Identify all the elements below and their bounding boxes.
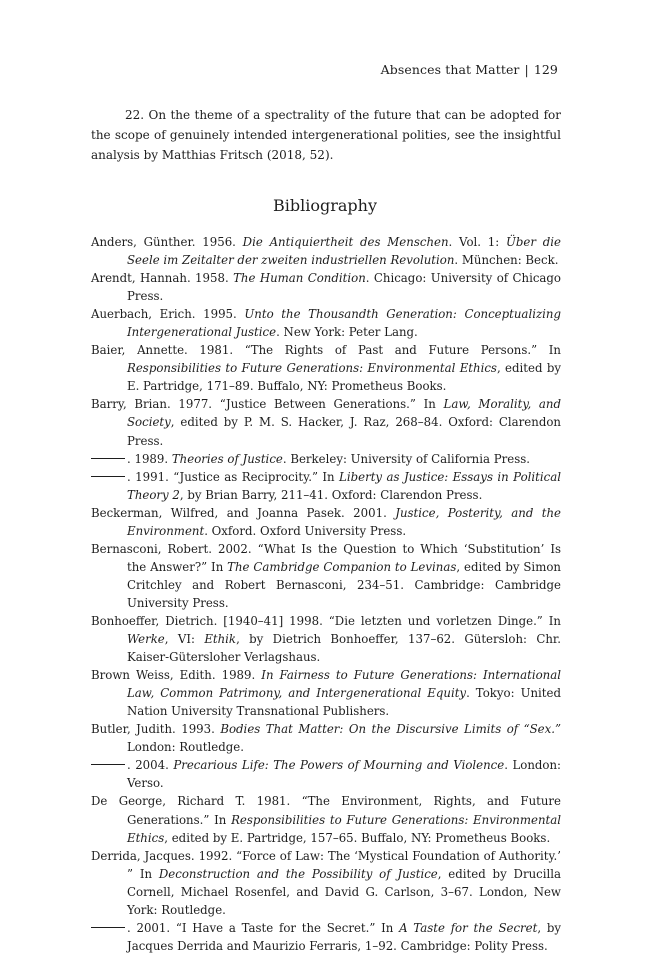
entry-text: , edited by E. Partridge, 171–89. Buffalo, NY: Prometheus Books. — [127, 361, 562, 394]
entry-title-italic: The Cambridge Companion to Levinas — [227, 559, 457, 574]
entry-text: . München: Beck. — [454, 253, 559, 268]
entry-text: Brown Weiss, Edith. 1989. — [91, 668, 262, 683]
entry-text: . 1991. “Justice as Reciprocity.” In — [127, 469, 340, 484]
running-head-separator: | — [524, 62, 529, 77]
page-number: 129 — [533, 62, 558, 77]
bibliography-entry — [91, 450, 561, 468]
running-head-title: Absences that Matter — [380, 62, 520, 77]
entry-text: , by Brian Barry, 211–41. Oxford: Clarendon Press. — [179, 487, 483, 502]
repeat-author-dash — [91, 468, 127, 486]
bibliography-entry — [91, 919, 561, 955]
repeat-author-dash — [91, 919, 127, 937]
endnote-22: 22. On the theme of a spectrality of the future that can be adopted for the scope of genuinely intended intergenerational polities, see the insightful analysis by Matthias Fritsch (2018, 52). — [91, 108, 561, 162]
entry-text: , edited by Simon Critchley and Robert Bernasconi, 234–51. Cambridge: Cambridge University Press. — [127, 559, 561, 610]
bibliography-entry — [91, 612, 561, 666]
bibliography-list — [91, 233, 561, 955]
entry-title-italic: In Fairness to Future Generations: International Law, Common Patrimony, and Intergenerational Equity — [127, 668, 561, 701]
entry-title-italic: Theories of Justice — [171, 451, 283, 466]
entry-title-italic: A Taste for the Secret — [399, 920, 538, 935]
entry-text: . 1989. — [127, 451, 172, 466]
bibliography-entry — [91, 792, 561, 846]
bibliography-entry — [91, 341, 561, 395]
repeat-author-dash — [91, 756, 127, 774]
entry-text: . 2001. “I Have a Taste for the Secret.” In — [127, 920, 400, 935]
entry-text: London: Routledge. — [127, 740, 244, 755]
entry-text: Anders, Günther. 1956. — [91, 235, 243, 249]
entry-text: , by Jacques Derrida and Maurizio Ferraris, 1–92. Cambridge: Polity Press. — [127, 920, 561, 953]
bibliography-entry — [91, 666, 561, 720]
entry-title-italic: Über die Seele im Zeitalter der zweiten industriellen Revolution — [127, 235, 561, 268]
bibliography-entry — [91, 847, 561, 919]
bibliography-entry — [91, 504, 561, 540]
entry-text: , VI: — [164, 632, 205, 647]
bibliography-entry — [91, 233, 561, 269]
entry-text: . Chicago: University of Chicago Press. — [127, 271, 562, 304]
entry-text: . New York: Peter Lang. — [276, 325, 418, 340]
entry-text: . Tokyo: United Nation University Transnational Publishers. — [127, 686, 561, 719]
entry-text: Auerbach, Erich. 1995. — [91, 307, 245, 322]
bibliography-entry — [91, 540, 561, 612]
entry-title-italic: Justice, Posterity, and the Environment — [127, 505, 562, 538]
entry-text: . 2004. — [127, 758, 174, 773]
entry-title-italic: Law, Morality, and Society — [127, 397, 561, 430]
entry-title-italic: Responsibilities to Future Generations: Environmental Ethics — [127, 812, 561, 845]
entry-text: Butler, Judith. 1993. — [91, 722, 221, 737]
entry-title-italic: Liberty as Justice: Essays in Political Theory 2 — [127, 469, 562, 502]
entry-text: Bonhoeffer, Dietrich. [1940–41] 1998. “Die letzten und vorletzen Dinge.” In — [91, 613, 561, 628]
entry-title-italic: The Human Condition — [233, 271, 366, 286]
bibliography-heading: Bibliography — [273, 196, 377, 215]
entry-title-italic: Responsibilities to Future Generations: Environmental Ethics — [127, 361, 497, 376]
entry-text: , edited by P. M. S. Hacker, J. Raz, 268–84. Oxford: Clarendon Press. — [127, 415, 561, 448]
entry-text: . Berkeley: University of California Press. — [282, 451, 531, 466]
entry-text: , edited by Drucilla Cornell, Michael Rosenfel, and David G. Carlson, 3–67. London, New York: Routledge. — [127, 866, 561, 917]
entry-title-italic: Werke — [127, 632, 165, 647]
entry-text: . London: Verso. — [127, 758, 562, 791]
entry-text: Beckerman, Wilfred, and Joanna Pasek. 2001. — [91, 505, 396, 520]
entry-text: . Oxford. Oxford University Press. — [204, 523, 407, 538]
repeat-author-dash — [91, 450, 127, 468]
bibliography-entry — [91, 720, 561, 756]
bibliography-entry — [91, 395, 561, 449]
entry-title-italic: Ethik — [204, 632, 237, 647]
entry-text: Bernasconi, Robert. 2002. “What Is the Question to Which ‘Substitution’ Is the Answer?” In — [91, 541, 561, 574]
bibliography-entry — [91, 269, 561, 305]
running-head — [381, 62, 558, 77]
entry-text: . Vol. 1: — [448, 235, 506, 249]
entry-title-italic: Die Antiquiertheit des Menschen — [242, 235, 449, 249]
bibliography-entry — [91, 305, 561, 341]
entry-title-italic: Deconstruction and the Possibility of Justice — [158, 866, 438, 881]
entry-text: , by Dietrich Bonhoeffer, 137–62. Gütersloh: Chr. Kaiser-Gütersloher Verlagshaus. — [127, 632, 561, 665]
entry-text: De George, Richard T. 1981. “The Environment, Rights, and Future Generations.” In — [91, 794, 561, 827]
entry-text: , edited by E. Partridge, 157–65. Buffalo, NY: Prometheus Books. — [164, 830, 551, 845]
entry-title-italic: Unto the Thousandth Generation: Conceptualizing Intergenerational Justice — [127, 307, 561, 340]
entry-text: Barry, Brian. 1977. “Justice Between Generations.” In — [91, 397, 444, 412]
entry-text: Baier, Annette. 1981. “The Rights of Past and Future Persons.” In — [91, 343, 561, 358]
entry-text: Arendt, Hannah. 1958. — [91, 271, 234, 286]
bibliography-entry — [91, 756, 561, 792]
entry-text: Derrida, Jacques. 1992. “Force of Law: The ‘Mystical Foundation of Authority.’ ” In — [91, 848, 561, 881]
bibliography-entry — [91, 468, 561, 504]
entry-title-italic: Bodies That Matter: On the Discursive Limits of “Sex.” — [220, 722, 561, 737]
entry-title-italic: Precarious Life: The Powers of Mourning and Violence — [173, 758, 505, 773]
